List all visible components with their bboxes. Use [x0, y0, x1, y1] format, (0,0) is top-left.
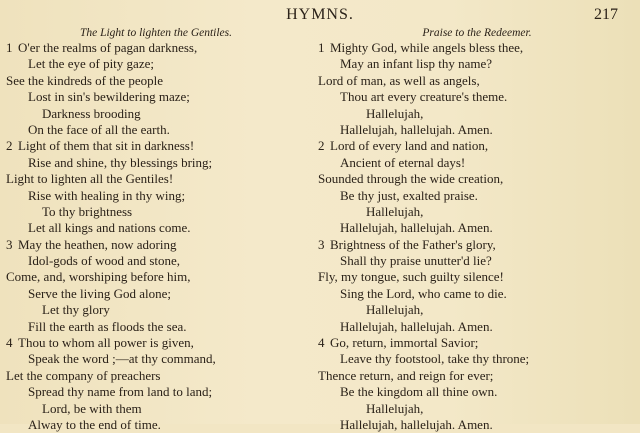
verse-line: [6, 319, 306, 335]
verse: [318, 138, 636, 236]
verse-number: 2: [6, 138, 13, 154]
verse-line: [318, 188, 636, 204]
verse-line: [318, 351, 636, 367]
verse-line: [6, 155, 306, 171]
verse-line: [318, 73, 636, 89]
verse-line: [6, 417, 306, 433]
verse-line-text: Rise with healing in thy wing;: [28, 187, 186, 203]
verse-line: [318, 122, 636, 138]
verse-line: [318, 335, 636, 351]
verse-line: [318, 106, 636, 122]
verse-line-text: Hallelujah,: [366, 105, 424, 121]
verse-line-text: Sounded through the wide creation,: [318, 171, 504, 187]
verse-line-text: Spread thy name from land to land;: [28, 384, 213, 400]
verse-line-text: Ancient of eternal days!: [340, 154, 466, 170]
verse: [318, 335, 636, 433]
verse-line: [318, 401, 636, 417]
verse-line-text: Rise and shine, thy blessings bring;: [28, 154, 213, 170]
verse-line-text: Serve the living God alone;: [28, 285, 171, 301]
verse-line: [6, 335, 306, 351]
verse-line: [6, 253, 306, 269]
verse-line-text: Darkness brooding: [42, 105, 141, 121]
hymn-verses: [6, 40, 306, 433]
verse-line-text: Let the company of preachers: [6, 367, 161, 383]
verse-line: [318, 417, 636, 433]
verse-line-text: Hallelujah,: [366, 302, 424, 318]
verse-line-text: Hallelujah, hallelujah. Amen.: [340, 121, 493, 137]
verse-line: [318, 319, 636, 335]
verse: [6, 335, 306, 433]
verse-line: [318, 253, 636, 269]
page-number: 217: [594, 6, 618, 23]
verse-line: [6, 73, 306, 89]
verse-line-text: On the face of all the earth.: [28, 121, 170, 137]
verse-line-text: Brightness of the Father's glory,: [330, 236, 496, 252]
verse-line: [6, 368, 306, 384]
verse-line: [318, 40, 636, 56]
verse-line: [6, 204, 306, 220]
verse-line: [6, 401, 306, 417]
verse-line: [6, 138, 306, 154]
verse-line-text: Lord, be with them: [42, 400, 142, 416]
verse-line-text: Hallelujah,: [366, 203, 424, 219]
verse-line: [318, 171, 636, 187]
verse-line: [6, 40, 306, 56]
verse-line-text: Lost in sin's bewildering maze;: [28, 89, 190, 105]
verse-line: [6, 269, 306, 285]
running-head: HYMNS.: [286, 6, 354, 23]
hymn-verses: [318, 40, 636, 433]
verse-line-text: O'er the realms of pagan darkness,: [18, 40, 198, 55]
verse-line: [318, 237, 636, 253]
verse-line-text: Come, and, worshiping before him,: [6, 269, 191, 285]
verse-line: [318, 155, 636, 171]
verse-line-text: Thence return, and reign for ever;: [318, 367, 494, 383]
verse-line-text: Lord of every land and nation,: [330, 138, 489, 154]
verse-line: [6, 122, 306, 138]
verse-number: 4: [6, 335, 13, 351]
verse-line-text: Hallelujah, hallelujah. Amen.: [340, 318, 493, 334]
verse-line-text: Fill the earth as floods the sea.: [28, 318, 187, 334]
verse-number: 4: [318, 335, 325, 351]
verse-line: [6, 286, 306, 302]
verse: [6, 40, 306, 138]
verse-line-text: Be the kingdom all thine own.: [340, 384, 498, 400]
verse-line-text: Let all kings and nations come.: [28, 220, 191, 236]
verse: [318, 40, 636, 138]
verse-line-text: See the kindreds of the people: [6, 72, 164, 88]
verse-line: [6, 89, 306, 105]
verse: [318, 237, 636, 335]
verse-line: [6, 351, 306, 367]
verse-line: [318, 368, 636, 384]
verse-line: [6, 237, 306, 253]
verse-line-text: May the heathen, now adoring: [18, 236, 177, 252]
verse-line-text: Light of them that sit in darkness!: [18, 138, 195, 154]
verse-line: [318, 269, 636, 285]
verse-line-text: Thou to whom all power is given,: [18, 335, 194, 351]
verse-line-text: Speak the word ;—at thy command,: [28, 351, 216, 367]
verse-line: [6, 302, 306, 318]
verse-line-text: Mighty God, while angels bless thee,: [330, 40, 524, 55]
verse-line-text: Light to lighten all the Gentiles!: [6, 171, 174, 187]
verse-line: [318, 286, 636, 302]
verse-line: [6, 384, 306, 400]
hymn-title: The Light to lighten the Gentiles.: [79, 27, 233, 39]
verse-number: 3: [318, 236, 325, 252]
verse-line: [6, 106, 306, 122]
hymn-right: [318, 26, 636, 433]
verse-line-text: Let thy glory: [42, 302, 110, 318]
verse-line: [6, 220, 306, 236]
verse-number: 2: [318, 138, 325, 154]
verse-line-text: Be thy just, exalted praise.: [340, 187, 478, 203]
verse-line-text: Go, return, immortal Savior;: [330, 335, 479, 351]
verse-number: 1: [6, 40, 13, 55]
verse-line-text: Idol-gods of wood and stone,: [28, 253, 181, 269]
verse-line-text: Hallelujah, hallelujah. Amen.: [340, 416, 493, 432]
verse-line-text: Fly, my tongue, such guilty silence!: [318, 269, 504, 285]
verse-line-text: Let the eye of pity gaze;: [28, 56, 154, 72]
verse-line-text: Leave thy footstool, take thy throne;: [340, 351, 530, 367]
verse-line: [318, 138, 636, 154]
verse: [6, 138, 306, 236]
verse-number: 3: [6, 236, 13, 252]
verse-number: 1: [318, 40, 325, 55]
verse-line: [6, 188, 306, 204]
verse-line: [318, 56, 636, 72]
verse-line-text: Thou art every creature's theme.: [340, 89, 508, 105]
verse-line: [318, 384, 636, 400]
verse-line-text: May an infant lisp thy name?: [340, 56, 492, 72]
verse-line-text: Sing the Lord, who came to die.: [340, 285, 507, 301]
verse-line-text: To thy brightness: [42, 203, 133, 219]
hymn-left: [6, 26, 306, 433]
verse-line-text: Lord of man, as well as angels,: [318, 72, 480, 88]
verse-line-text: Hallelujah,: [366, 400, 424, 416]
hymn-title: Praise to the Redeemer.: [422, 27, 532, 39]
verse-line: [318, 204, 636, 220]
verse-line: [318, 302, 636, 318]
verse-line: [6, 56, 306, 72]
verse-line-text: Hallelujah, hallelujah. Amen.: [340, 220, 493, 236]
verse-line-text: Alway to the end of time.: [28, 416, 161, 432]
verse-line: [318, 89, 636, 105]
verse-line: [6, 171, 306, 187]
verse: [6, 237, 306, 335]
page-header: [0, 6, 640, 26]
verse-line-text: Shall thy praise unutter'd lie?: [340, 253, 492, 269]
verse-line: [318, 220, 636, 236]
